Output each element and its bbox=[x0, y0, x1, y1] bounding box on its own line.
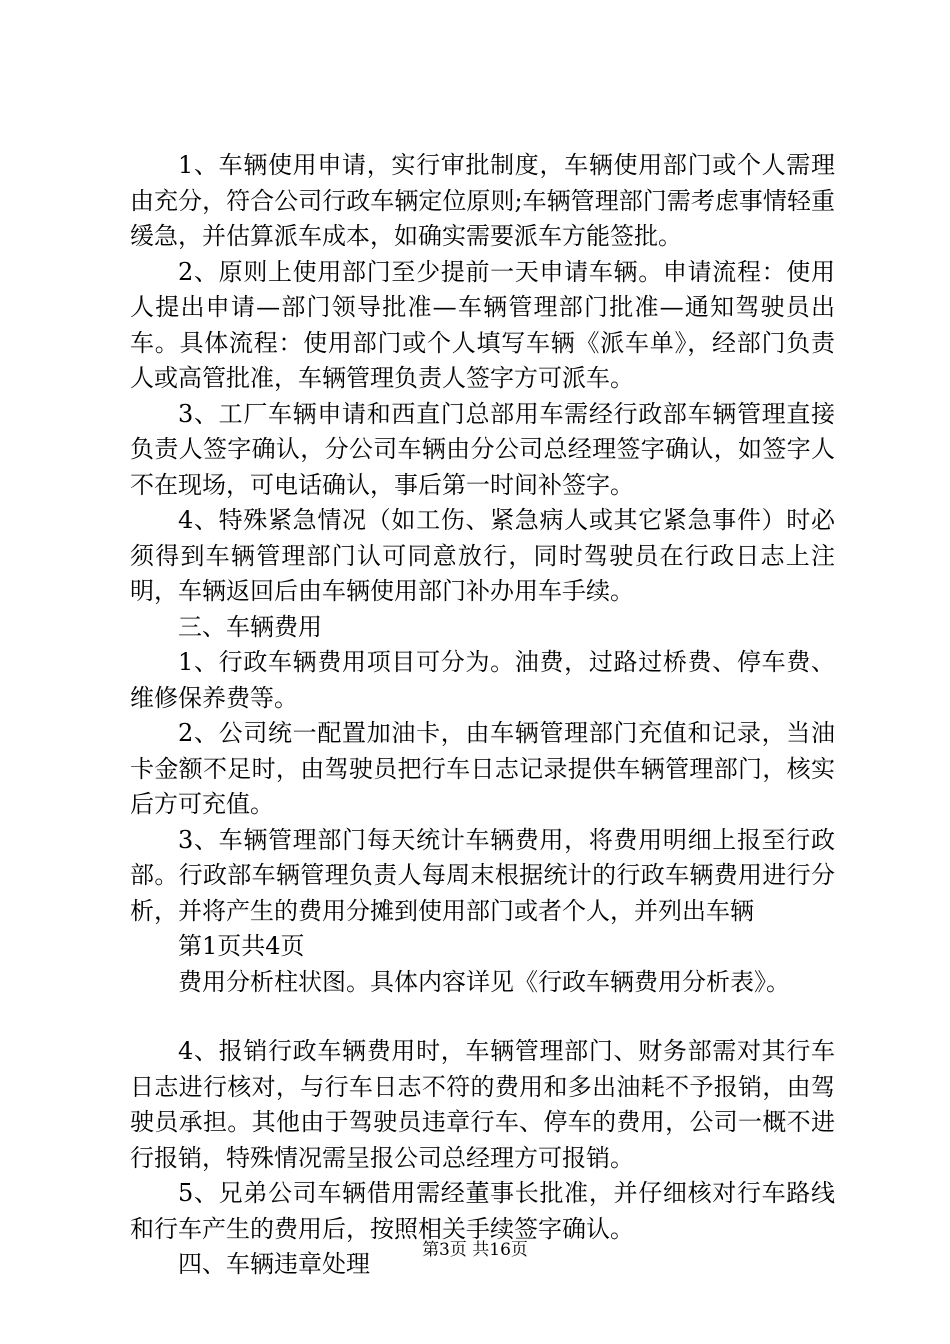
paragraph-cost-analysis-chart: 费用分析柱状图。具体内容详见《行政车辆费用分析表》。 bbox=[178, 967, 790, 996]
section-heading-vehicle-costs: 三、车辆费用 bbox=[178, 612, 322, 641]
paragraph-emergency: 4、特殊紧急情况（如工伤、紧急病人或其它紧急事件）时必须得到车辆管理部门认可同意放行，同时驾驶员在行政日志上注明，车辆返回后由车辆使用部门补办用车手续。 bbox=[130, 506, 835, 605]
paragraph-factory-branch-approval: 3、工厂车辆申请和西直门总部用车需经行政部车辆管理直接负责人签字确认，分公司车辆由分公司总经理签字确认，如签字人不在现场，可电话确认，事后第一时间补签字。 bbox=[130, 399, 835, 499]
paragraph-sister-company-borrowing: 5、兄弟公司车辆借用需经董事长批准，并仔细核对行车路线和行车产生的费用后，按照相关手续签字确认。 bbox=[130, 1179, 835, 1243]
paragraph-reimbursement: 4、报销行政车辆费用时，车辆管理部门、财务部需对其行车日志进行核对，与行车日志不符的费用和多出油耗不予报销，由驾驶员承担。其他由于驾驶员违章行车、停车的费用，公司一概不进行报销，特殊情况需呈报公司总经理方可报销。 bbox=[130, 1037, 835, 1172]
paragraph-fuel-card: 2、公司统一配置加油卡，由车辆管理部门充值和记录，当油卡金额不足时，由驾驶员把行车日志记录提供车辆管理部门，核实后方可充值。 bbox=[130, 719, 835, 818]
document-body bbox=[130, 148, 835, 1283]
paragraph-application-process: 2、原则上使用部门至少提前一天申请车辆。申请流程：使用人提出申请—部门领导批准—车辆管理部门批准—通知驾驶员出车。具体流程：使用部门或个人填写车辆《派车单》，经部门负责人或高管批准，车辆管理负责人签字方可派车。 bbox=[130, 257, 835, 392]
paragraph-application-approval: 1、车辆使用申请，实行审批制度，车辆使用部门或个人需理由充分，符合公司行政车辆定位原则;车辆管理部门需考虑事情轻重缓急，并估算派车成本，如确实需要派车方能签批。 bbox=[130, 151, 835, 250]
inline-page-marker: 第1页共4页 bbox=[178, 932, 305, 960]
paragraph-gap bbox=[130, 1000, 835, 1034]
paragraph-cost-statistics: 3、车辆管理部门每天统计车辆费用，将费用明细上报至行政部。行政部车辆管理负责人每周末根据统计的行政车辆费用进行分析，并将产生的费用分摊到使用部门或者个人，并列出车辆 bbox=[130, 825, 835, 925]
paragraph-cost-items: 1、行政车辆费用项目可分为。油费，过路过桥费、停车费、维修保养费等。 bbox=[130, 648, 835, 712]
section-heading-violations: 四、车辆违章处理 bbox=[178, 1250, 370, 1278]
page-footer: 第3页 共16页 bbox=[422, 1240, 528, 1260]
